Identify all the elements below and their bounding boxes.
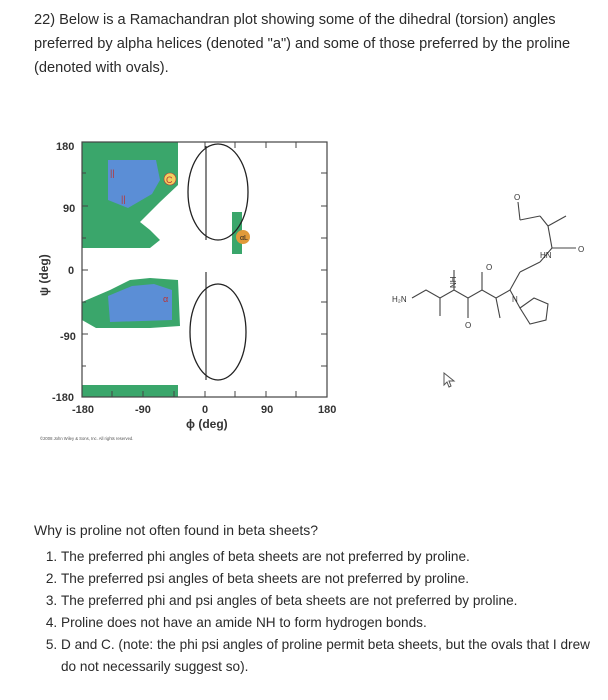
followup-question: Why is proline not often found in beta sheets? xyxy=(34,522,319,538)
x-tick-180: 180 xyxy=(318,404,337,416)
ramachandran-figure xyxy=(0,130,608,470)
label-alpha-l: αL xyxy=(240,235,248,242)
nh-label-2: HN xyxy=(540,251,552,260)
ramachandran-plot xyxy=(37,141,336,441)
proline-oval-upper xyxy=(188,144,248,240)
copyright-note: ©2008 John Wiley & Sons, Inc. All rights reserved. xyxy=(40,436,134,441)
proline-peptide-structure xyxy=(412,202,576,324)
label-collagen: C xyxy=(166,175,173,185)
oxygen-label-4: O xyxy=(514,193,521,202)
label-antiparallel: || xyxy=(121,194,126,204)
nh-label-1: NH xyxy=(449,276,458,288)
y-tick-90: 90 xyxy=(63,203,76,215)
x-tick-90: 90 xyxy=(261,404,274,416)
label-alpha: α xyxy=(163,294,169,304)
oxygen-label-3: O xyxy=(578,245,585,254)
x-tick-0: 0 xyxy=(202,404,209,416)
followup-section xyxy=(34,522,594,678)
option-2: 2. The preferred psi angles of beta sheets are not preferred by proline. xyxy=(61,568,594,590)
bottom-allowed-strip xyxy=(82,385,178,397)
label-parallel: || xyxy=(110,168,115,178)
mouse-pointer-icon xyxy=(443,372,457,388)
n-terminus-label: H₂N xyxy=(392,295,407,304)
answer-options xyxy=(34,546,594,678)
y-tick-minus-90: -90 xyxy=(60,331,76,343)
ring-n-label: N xyxy=(512,295,518,304)
proline-oval-lower xyxy=(190,284,246,380)
option-1: 1. The preferred phi angles of beta sheets are not preferred by proline. xyxy=(61,546,594,568)
x-axis-label: ϕ (deg) xyxy=(186,417,228,431)
option-4: 4. Proline does not have an amide NH to form hydrogen bonds. xyxy=(61,612,594,634)
x-tick-minus-180: -180 xyxy=(72,404,95,416)
y-tick-minus-180: -180 xyxy=(52,392,75,404)
y-tick-180: 180 xyxy=(56,141,75,153)
oxygen-label-2: O xyxy=(486,263,493,272)
question-text: 22) Below is a Ramachandran plot showing some of the dihedral (torsion) angles preferred by alpha helices (denoted "a") and some of those preferred by the proline (denoted with ovals). xyxy=(34,12,571,76)
oxygen-label-1: O xyxy=(465,321,472,330)
y-axis-label: ψ (deg) xyxy=(37,254,51,296)
option-5: 5. D and C. (note: the phi psi angles of proline permit beta sheets, but the ovals that I drew do not necessarily suggest so). xyxy=(61,634,594,678)
x-tick-minus-90: -90 xyxy=(135,404,151,416)
option-3: 3. The preferred phi and psi angles of beta sheets are not preferred by proline. xyxy=(61,590,594,612)
y-tick-0: 0 xyxy=(68,265,75,277)
